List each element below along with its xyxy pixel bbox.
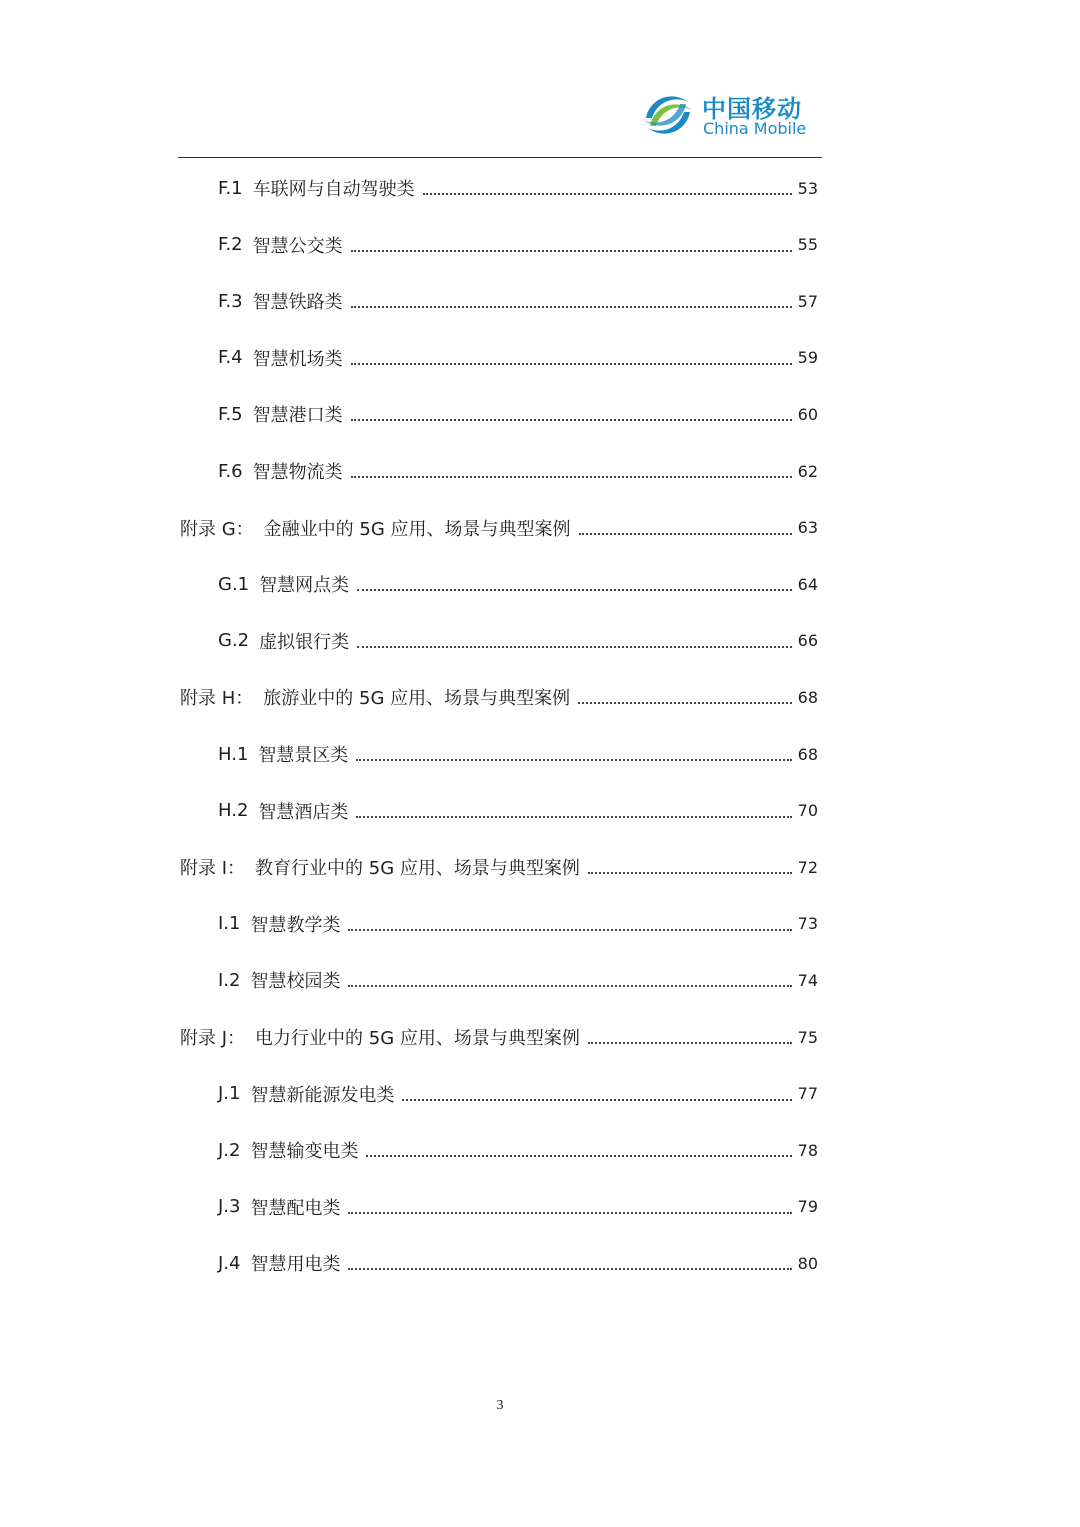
toc-dot-leader <box>351 250 792 252</box>
toc-entry-number: 附录 I： <box>180 858 246 880</box>
toc-entry-title: 智慧港口类 <box>252 405 343 427</box>
toc-entry-page: 74 <box>797 970 818 990</box>
header-divider <box>178 157 822 158</box>
toc-entry-page: 78 <box>797 1140 818 1160</box>
toc-entry[interactable] <box>180 230 818 260</box>
toc-entry-page: 77 <box>797 1084 818 1104</box>
page-number: 3 <box>496 1398 504 1413</box>
toc-entry[interactable] <box>180 343 818 373</box>
toc-entry[interactable] <box>180 965 818 995</box>
toc-entry-title: 智慧配电类 <box>250 1197 341 1219</box>
toc-dot-leader <box>357 646 792 648</box>
toc-dot-leader <box>356 816 791 818</box>
toc-dot-leader <box>357 589 792 591</box>
toc-entry-title: 智慧机场类 <box>252 348 343 370</box>
toc-entry-number: H.1 <box>218 743 249 765</box>
logo-text-cn: 中国移动 <box>702 95 802 123</box>
toc-dot-leader <box>588 1042 792 1044</box>
toc-entry[interactable] <box>180 399 818 429</box>
toc-entry[interactable] <box>180 513 818 543</box>
toc-entry-page: 75 <box>797 1027 818 1047</box>
toc-entry-number: I.2 <box>218 969 241 991</box>
toc-dot-leader <box>348 929 791 931</box>
toc-entry-title: 智慧校园类 <box>250 971 341 993</box>
toc-entry-number: 附录 H： <box>180 688 254 710</box>
toc-dot-leader <box>588 872 792 874</box>
toc-dot-leader <box>348 1212 791 1214</box>
toc-entry-title: 旅游业中的 5G 应用、场景与典型案例 <box>263 688 571 710</box>
toc-entry-page: 68 <box>797 687 818 707</box>
toc-entry-title: 智慧物流类 <box>252 462 343 483</box>
toc-entry-number: F.1 <box>218 177 243 199</box>
toc-entry-page: 63 <box>797 518 818 538</box>
toc-entry-title: 智慧用电类 <box>250 1254 341 1276</box>
toc-entry-page: 64 <box>797 574 818 594</box>
toc-entry-number: F.5 <box>218 403 243 425</box>
toc-entry[interactable] <box>180 909 818 939</box>
toc-entry-number: J.1 <box>218 1083 241 1105</box>
toc-entry-number: G.1 <box>218 573 250 595</box>
toc-entry-title: 智慧铁路类 <box>252 292 343 314</box>
toc-entry[interactable] <box>180 1079 818 1109</box>
toc-entry-page: 62 <box>797 461 818 481</box>
toc-dot-leader <box>351 419 792 421</box>
toc-entry-page: 55 <box>797 235 818 255</box>
toc-entry[interactable] <box>180 569 818 599</box>
toc-dot-leader <box>348 985 791 987</box>
toc-entry[interactable] <box>180 796 818 826</box>
toc-entry[interactable] <box>180 1192 818 1222</box>
toc-entry[interactable] <box>180 852 818 882</box>
toc-entry[interactable] <box>180 682 818 712</box>
toc-entry-page: 73 <box>797 914 818 934</box>
china-mobile-logo-icon <box>640 88 696 142</box>
toc-entry-number: F.6 <box>218 460 243 482</box>
toc-entry[interactable] <box>180 286 818 316</box>
toc-dot-leader <box>423 193 792 195</box>
toc-entry-title: 金融业中的 5G 应用、场景与典型案例 <box>263 518 571 540</box>
toc-entry[interactable] <box>180 1135 818 1165</box>
toc-entry-page: 66 <box>797 631 818 651</box>
toc-entry-title: 智慧公交类 <box>252 235 343 257</box>
toc-entry-number: F.3 <box>218 290 243 312</box>
toc-entry-title: 智慧输变电类 <box>250 1141 359 1163</box>
toc-entry[interactable] <box>180 1022 818 1052</box>
toc-entry-title: 教育行业中的 5G 应用、场景与典型案例 <box>255 858 580 880</box>
toc-entry-number: G.2 <box>218 630 250 652</box>
toc-entry-page: 68 <box>797 744 818 764</box>
toc-entry-number: I.1 <box>218 913 241 935</box>
toc-dot-leader <box>351 306 792 308</box>
toc-dot-leader <box>579 533 792 535</box>
toc-entry[interactable] <box>180 1248 818 1278</box>
toc-entry-title: 智慧酒店类 <box>258 801 349 823</box>
toc-dot-leader <box>348 1268 791 1270</box>
toc-entry-page: 60 <box>797 404 818 424</box>
logo-text-en: China Mobile <box>703 119 807 138</box>
toc-entry-page: 80 <box>797 1253 818 1273</box>
toc-dot-leader <box>366 1155 791 1157</box>
toc-entry-title: 虚拟银行类 <box>259 631 350 653</box>
toc-entry-number: F.2 <box>218 234 243 256</box>
toc-entry-page: 57 <box>797 291 818 311</box>
toc-entry-number: 附录 G： <box>180 518 254 540</box>
toc-entry[interactable] <box>180 626 818 656</box>
toc-entry-number: 附录 J： <box>180 1028 246 1049</box>
toc-entry-title: 智慧景区类 <box>258 745 349 766</box>
toc-entry-page: 59 <box>797 348 818 368</box>
toc-entry-title: 电力行业中的 5G 应用、场景与典型案例 <box>255 1028 580 1049</box>
toc-entry[interactable] <box>180 173 818 203</box>
toc-entry[interactable] <box>180 739 818 769</box>
china-mobile-logo <box>640 86 820 144</box>
toc-entry-number: F.4 <box>218 347 243 369</box>
toc-entry-number: J.3 <box>218 1196 241 1218</box>
toc-entry-page: 72 <box>797 857 818 877</box>
toc-dot-leader <box>402 1099 791 1101</box>
toc-entry-page: 70 <box>797 801 818 821</box>
toc-dot-leader <box>578 702 792 704</box>
toc-entry-number: J.2 <box>218 1139 241 1161</box>
toc-entry-title: 车联网与自动驾驶类 <box>252 179 415 200</box>
toc-dot-leader <box>356 759 791 761</box>
toc-dot-leader <box>351 363 792 365</box>
toc-dot-leader <box>351 476 792 478</box>
toc-entry-number: J.4 <box>218 1252 241 1274</box>
toc-entry[interactable] <box>180 456 818 486</box>
toc-entry-page: 53 <box>797 178 818 198</box>
toc-entry-title: 智慧新能源发电类 <box>250 1084 395 1106</box>
toc-entry-title: 智慧教学类 <box>250 914 341 936</box>
toc-entry-title: 智慧网点类 <box>259 575 350 597</box>
toc-entry-page: 79 <box>797 1197 818 1217</box>
toc-entry-number: H.2 <box>218 800 249 822</box>
